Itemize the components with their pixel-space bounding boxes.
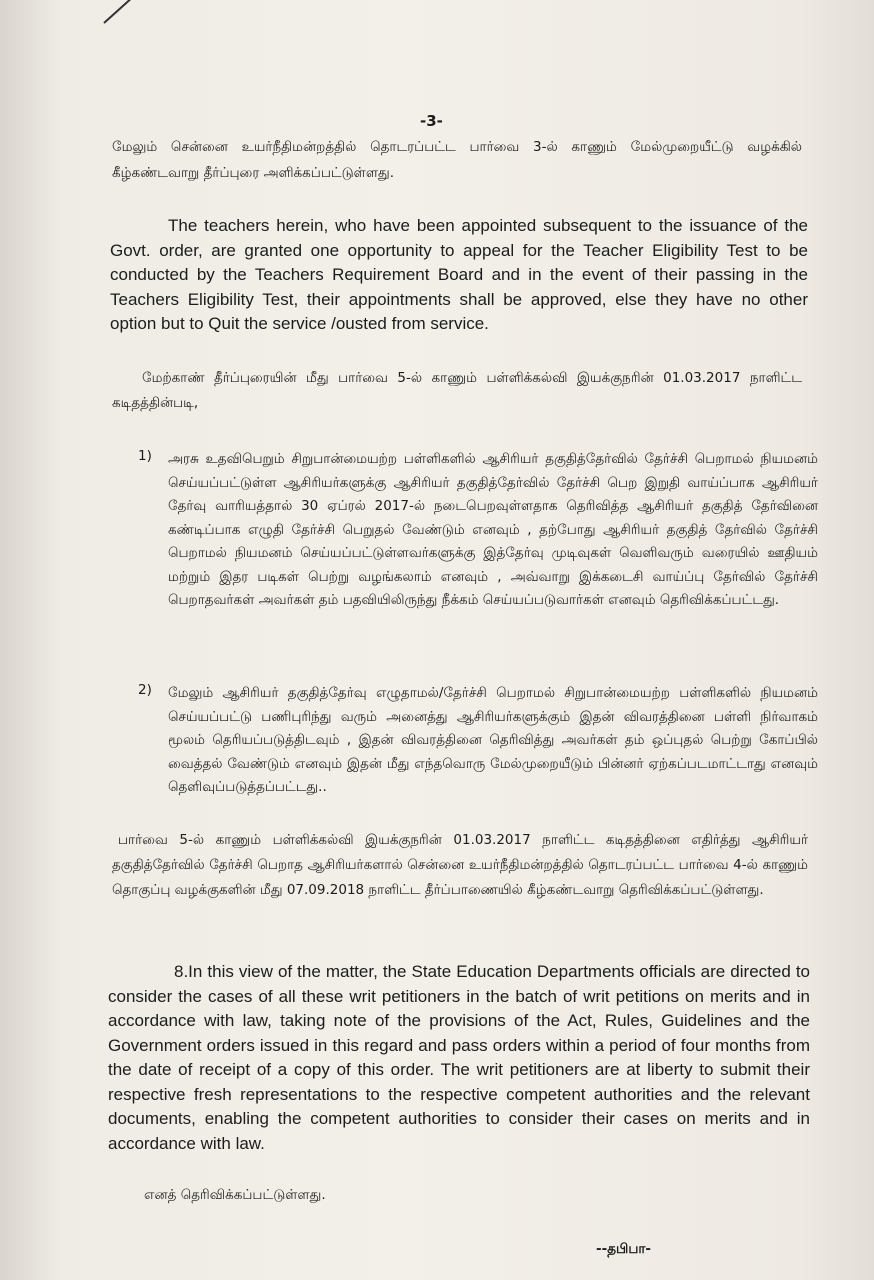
list-item-text: அரசு உதவிபெறும் சிறுபான்மையற்ற பள்ளிகளில் ஆசிரியர் தகுதித்தேர்வில் தேர்ச்சி பெறாமல் நியமனம் செய்யப்பட்டுள்ள ஆசிரியர்களுக்கு ஆசிரியர் தகுதித்தேர்வில் தேர்ச்சி பெற இறுதி வாய்ப்பாக ஆசிரியர் தேர்வு வாரியத்தால் 30 ஏப்ரல் 2017-ல் நடைபெறவுள்ளதாக தெரிவித்த ஆசிரியர் தகுதித் தேர்வினை கண்டிப்பாக எழுதி தேர்ச்சி பெறுதல் வேண்டும் எனவும் , தற்போது ஆசிரியர் தகுதித் தேர்வில் தேர்ச்சி பெறாமல் நியமனம் செய்யப்பட்டுள்ளவர்களுக்கு இத்தேர்வு முடிவுகள் வெளிவரும் வரையில் ஊதியம் மற்றும் இதர படிகள் பெற்று வழங்கலாம் எனவும் , அவ்வாறு இக்கடைசி வாய்ப்பு தேர்வில் தேர்ச்சி பெறாதவர்கள் அவர்கள் தம் பதவியிலிருந்து நீக்கம் செய்யப்படுவார்கள் எனவும் தெரிவிக்கப்பட்டது. — [168, 451, 818, 608]
continued-marker: --தபிபா- — [596, 1241, 652, 1257]
list-item-text: மேலும் ஆசிரியர் தகுதித்தேர்வு எழுதாமல்/தேர்ச்சி பெறாமல் சிறுபான்மையற்ற பள்ளிகளில் நியமனம் செய்யப்பட்டு பணிபுரிந்து வரும் அனைத்து ஆசிரியர்களுக்கும் இதன் விவரத்தினை பள்ளி நிர்வாகம் மூலம் தெரியப்படுத்திடவும் , இதன் விவரத்தினை தெரிவித்து அவர்கள் தம் ஒப்புதல் பெற்று கோப்பில் வைத்தல் வேண்டும் எனவும் இதன் மீது எந்தவொரு மேல்முறையீடும் பின்னர் ஏற்கப்படமாட்டாது எனவும் தெளிவுப்படுத்தப்பட்டது.. — [168, 685, 818, 795]
list-item-number: 2) — [138, 682, 152, 698]
closing-statement: எனத் தெரிவிக்கப்பட்டுள்ளது. — [144, 1187, 326, 1203]
intro-paragraph — [112, 134, 802, 186]
judgment-quote-1: The teachers herein, who have been appointed subsequent to the issuance of the Govt. order, are granted one opportunity to appeal for the Teacher Eligibility Test to be conducted by the Teachers Requirement Board and in the event of their passing in the Teachers Eligibility Test, their appointments shall be approved, else they have no other option but to Quit the service /ousted from service. — [110, 216, 808, 333]
judgment-quote-2: 8.In this view of the matter, the State Education Departments officials are directed to consider the cases of all these writ petitioners in the batch of writ petitions on merits and in accordance with law, taking note of the provisions of the Act, Rules, Guidelines and the Government orders issued in this regard and pass orders within a period of four months from the date of receipt of a copy of this order. The writ petitioners are at liberty to submit their respective fresh representations to the respective competent authorities and the relevant documents, enabling the competent authorities to consider their cases on merits and in accordance with law. — [108, 962, 810, 1153]
petition-paragraph: பார்வை 5-ல் காணும் பள்ளிக்கல்வி இயக்குநரின் 01.03.2017 நாளிட்ட கடிதத்தினை எதிர்த்து ஆசிரியர் தகுதித்தேர்வில் தேர்ச்சி பெறாத ஆசிரியர்களால் சென்னை உயர்நீதிமன்றத்தில் தொடரப்பட்ட பார்வை 4-ல் காணும் தொகுப்பு வழக்குகளின் மீது 07.09.2018 நாளிட்ட தீர்ப்பாணையில் கீழ்கண்டவாறு தெரிவிக்கப்பட்டுள்ளது. — [112, 832, 808, 898]
letter-reference-paragraph: மேற்காண் தீர்ப்புரையின் மீது பார்வை 5-ல் காணும் பள்ளிக்கல்வி இயக்குநரின் 01.03.2017 நாளிட்ட கடிதத்தின்படி, — [112, 370, 802, 411]
pen-mark — [103, 0, 133, 24]
page-number: -3- — [420, 112, 443, 130]
intro-paragraph-text: மேலும் சென்னை உயர்நீதிமன்றத்தில் தொடரப்பட்ட பார்வை 3-ல் காணும் மேல்முறையீட்டு வழக்கில் கீழ்கண்டவாறு தீர்ப்புரை அளிக்கப்பட்டுள்ளது. — [112, 139, 802, 181]
list-item-number: 1) — [138, 448, 152, 464]
